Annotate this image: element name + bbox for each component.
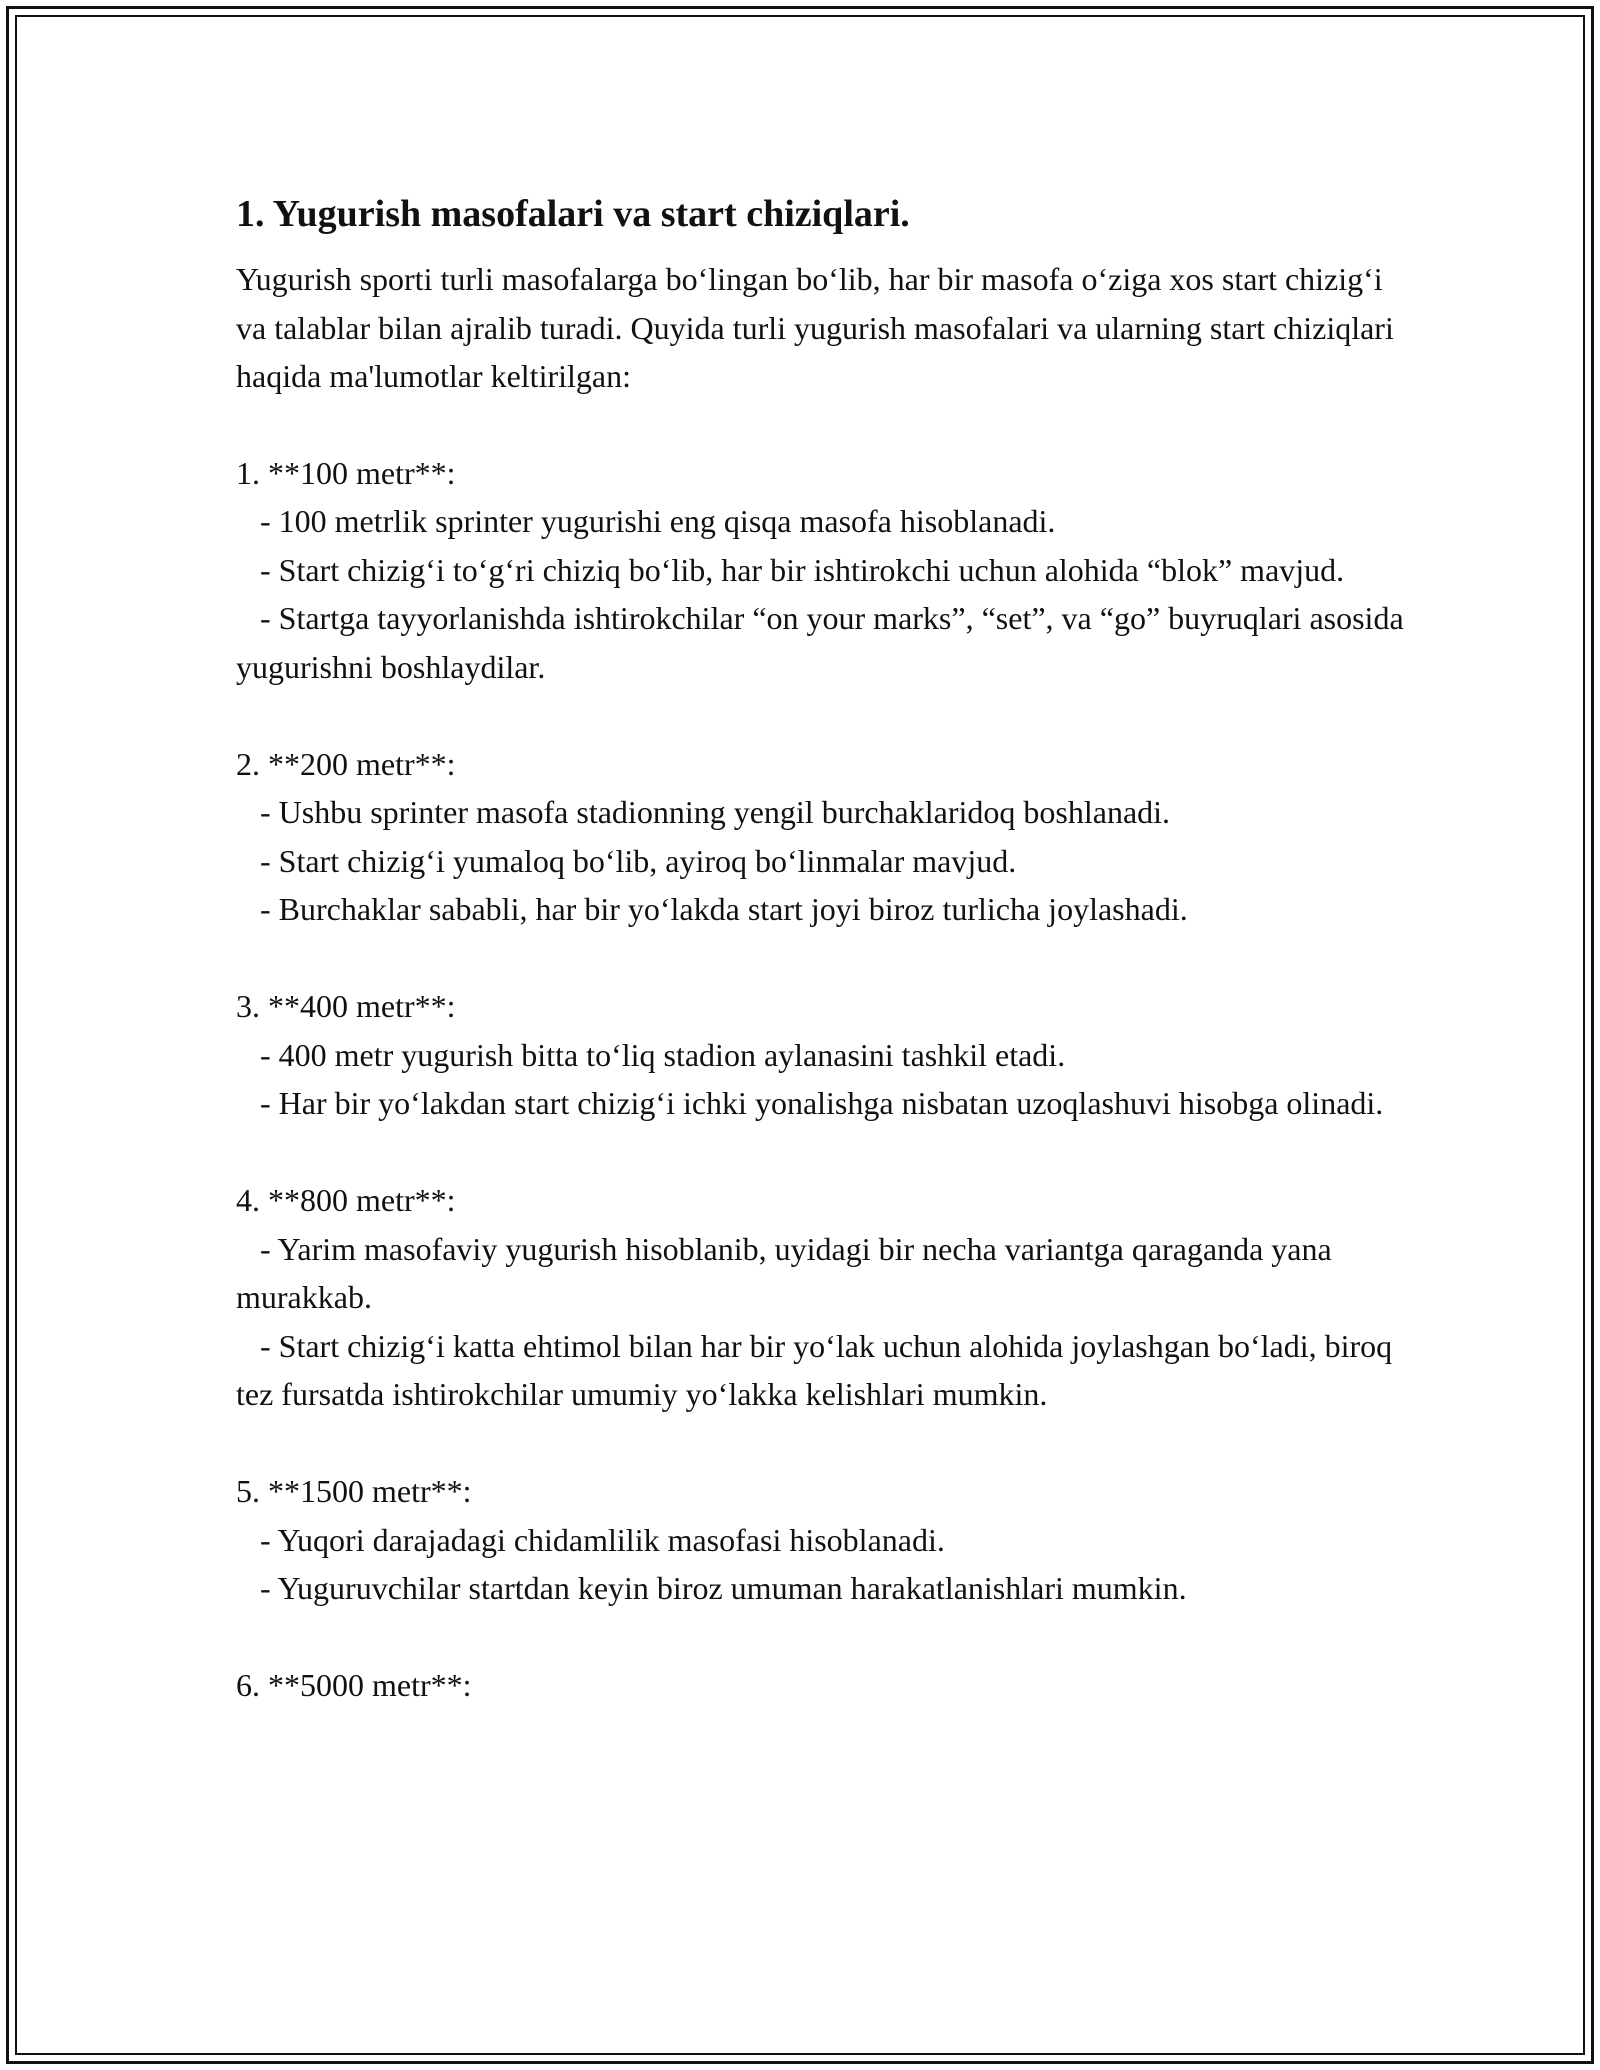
section-bullet: - 100 metrlik sprinter yugurishi eng qisqa masofa hisoblanadi. xyxy=(236,503,1056,539)
section-bullet: - 400 metr yugurish bitta to‘liq stadion aylanasini tashkil etadi. xyxy=(236,1036,1066,1073)
section-heading: 6. **5000 metr**: xyxy=(236,1667,472,1703)
section-200m xyxy=(236,740,1416,934)
section-5000m xyxy=(236,1661,1416,1710)
section-800m xyxy=(236,1176,1416,1419)
section-bullet: - Start chizig‘i katta ehtimol bilan har bir yo‘lak uchun alohida joylashgan bo‘ladi, biroq tez fursatda ishtirokchilar umumiy yo‘lakka kelishlari mumkin. xyxy=(236,1327,1401,1412)
section-bullet: - Yarim masofaviy yugurish hisoblanib, uyidagi bir necha variantga qaraganda yana murakkab. xyxy=(236,1230,1340,1315)
section-1500m xyxy=(236,1467,1416,1613)
section-heading: 5. **1500 metr**: xyxy=(236,1473,472,1509)
section-bullet: - Har bir yo‘lakdan start chizig‘i ichki yonalishga nisbatan uzoqlashuvi hisobga olinadi. xyxy=(236,1085,1384,1121)
section-bullet: - Startga tayyorlanishda ishtirokchilar “on your marks”, “set”, va “go” buyruqlari asosida yugurishni boshlaydilar. xyxy=(236,600,1412,685)
section-bullet: - Ushbu sprinter masofa stadionning yengil burchaklaridoq boshlanadi. xyxy=(236,794,1171,830)
section-bullet: - Start chizig‘i yumaloq bo‘lib, ayiroq bo‘linmalar mavjud. xyxy=(236,842,1017,879)
document-body xyxy=(236,185,1416,1758)
section-heading: 1. **100 metr**: xyxy=(236,454,456,491)
section-bullet: - Burchaklar sababli, har bir yo‘lakda start joyi biroz turlicha joylashadi. xyxy=(236,891,1188,927)
section-heading: 4. **800 metr**: xyxy=(236,1182,456,1218)
section-bullet: - Yuguruvchilar startdan keyin biroz umuman harakatlanishlari mumkin. xyxy=(236,1570,1187,1606)
section-bullet: - Yuqori darajadagi chidamlilik masofasi hisoblanadi. xyxy=(236,1521,945,1558)
section-400m xyxy=(236,982,1416,1128)
intro-paragraph: Yugurish sporti turli masofalarga bo‘lingan bo‘lib, har bir masofa o‘ziga xos start chizig‘i va talablar bilan ajralib turadi. Quyida turli yugurish masofalari va ularning start chiziqlari haqida ma'lumotlar keltirilgan: xyxy=(236,261,1394,394)
section-100m xyxy=(236,449,1416,692)
section-heading: 3. **400 metr**: xyxy=(236,988,456,1024)
section-heading: 2. **200 metr**: xyxy=(236,745,456,782)
document-title: 1. Yugurish masofalari va start chiziqlari. xyxy=(236,193,910,235)
section-bullet: - Start chizig‘i to‘g‘ri chiziq bo‘lib, har bir ishtirokchi uchun alohida “blok” mavjud. xyxy=(236,551,1345,588)
